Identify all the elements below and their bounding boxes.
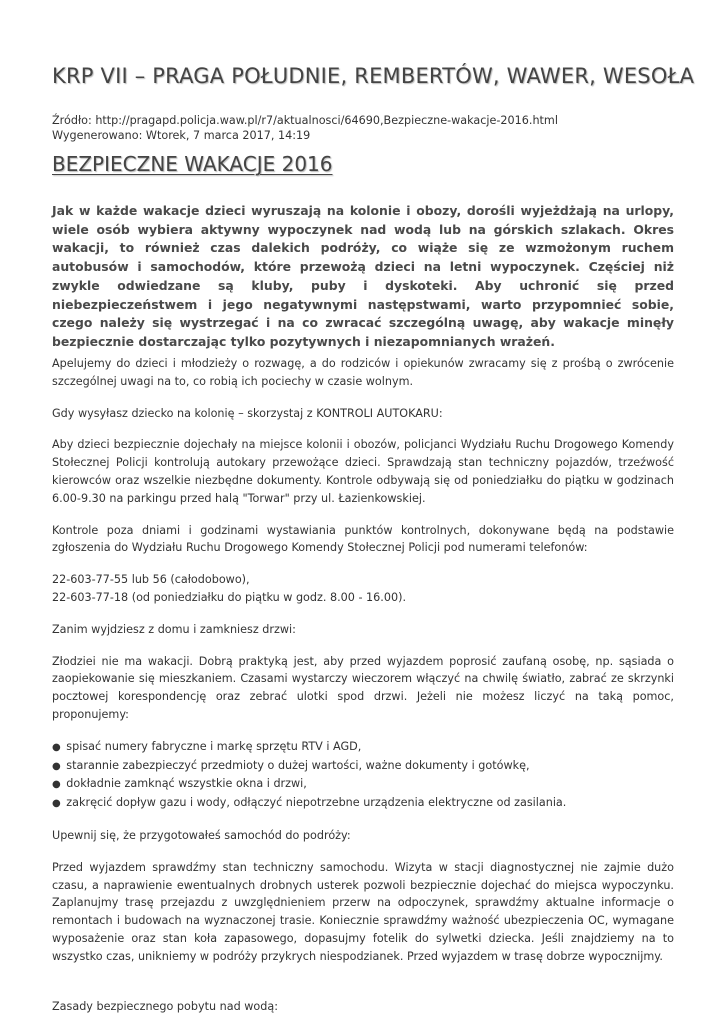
paragraph-car-check: Przed wyjazdem sprawdźmy stan techniczny samochodu. Wizyta w stacji diagnostycznej nie zajmie dużo czasu, a naprawienie ewentualnych drobnych usterek pozwoli bezpiecznie dojechać do miejsca wypoczynku. Zaplanujmy trasę przejazdu z uwzględnieniem przerw na odpoczynek, sprawdźmy aktualne informacje o remontach i budowach na wyznaczonej trasie. Koniecznie sprawdźmy ważność ubezpieczenia OC, wymagane wyposażenie oraz stan koła zapasowego, dopasujmy fotelik do sylwetki dziecka. Jeśli znajdziemy na to wszystko czas, unikniemy w podróży przykrych niespodzianek. Przed wyjazdem w trasę dobrze wypocznijmy. — [52, 860, 674, 963]
paragraph-appeal: Apelujemy do dzieci i młodzieży o rozwagę, a do rodziców i opiekunów zwracamy się z prośbą o zwrócenie szczególnej uwagi na to, co robią ich pociechy w czasie wolnym. — [52, 357, 674, 388]
bullet-icon: ● — [52, 779, 61, 791]
article-title: BEZPIECZNE WAKACJE 2016 — [52, 152, 333, 176]
list-item: ● zakręcić dopływ gazu i wody, odłączyć niepotrzebne urządzenia elektryczne od zasilania. — [52, 796, 567, 810]
paragraph-water-heading: Zasady bezpiecznego pobytu nad wodą: — [52, 999, 278, 1013]
paragraph-before-leaving: Zanim wyjdziesz z domu i zamkniesz drzwi: — [52, 622, 296, 636]
source-line: Źródło: http://pragapd.policja.waw.pl/r7/aktualnosci/64690,Bezpieczne-wakacje-2016.html — [52, 114, 558, 127]
paragraph-bus-check-heading: Gdy wysyłasz dziecko na kolonię – skorzystaj z KONTROLI AUTOKARU: — [52, 406, 443, 420]
article-body — [52, 355, 674, 1029]
list-item: ● dokładnie zamknąć wszystkie okna i drzwi, — [52, 777, 307, 791]
phone-numbers — [52, 571, 674, 607]
paragraph-car-heading: Upewnij się, że przygotowałeś samochód do podróży: — [52, 828, 351, 842]
list-item: ● starannie zabezpieczyć przedmioty o dużej wartości, ważne dokumenty i gotówkę, — [52, 758, 530, 772]
bullet-icon: ● — [52, 760, 61, 772]
home-safety-list — [52, 738, 674, 813]
article-lead: Jak w każde wakacje dzieci wyruszają na kolonie i obozy, dorośli wyjeżdżają na urlopy, wiele osób wybiera aktywny wypoczynek nad wodą lub na górskich szlakach. Okres wakacji, to również czas dalekich podróży, co wiąże się ze wzmożonym ruchem autobusów i samochodów, które przewożą dzieci na letni wypoczynek. Częściej niż zwykle odwiedzane są kluby, puby i dyskoteki. Aby uchronić się przed niebezpieczeństwem i jego negatywnymi następstwami, warto przypomnieć sobie, czego należy się wystrzegać i na co zwracać szczególną uwagę, aby wakacje minęły bezpiecznie dostarczając tylko pozytywnych i niezapomnianych wrażeń. — [52, 203, 674, 349]
phone-line-1: 22-603-77-55 lub 56 (całodobowo), — [52, 573, 250, 587]
list-item: ● spisać numery fabryczne i markę sprzętu RTV i AGD, — [52, 739, 362, 753]
paragraph-home-safety: Złodziei nie ma wakacji. Dobrą praktyką jest, aby przed wyjazdem poprosić zaufaną osobę, np. sąsiada o zaopiekowanie się mieszkaniem. Czasami wystarczy wieczorem włączyć na chwilę światło, zabrać ze skrzynki pocztowej korespondencję oraz zebrać ulotki spod drzwi. Jeżeli nie możesz liczyć na taką pomoc, proponujemy: — [52, 654, 674, 721]
paragraph-contact: Kontrole poza dniami i godzinami wystawiania punktów kontrolnych, dokonywane będą na podstawie zgłoszenia do Wydziału Ruchu Drogowego Komendy Stołecznej Policji pod numerami telefonów: — [52, 523, 674, 555]
bullet-icon: ● — [52, 741, 61, 753]
document-meta — [52, 113, 558, 143]
phone-line-2: 22-603-77-18 (od poniedziałku do piątku w godz. 8.00 - 16.00). — [52, 590, 407, 604]
site-title: KRP VII – PRAGA POŁUDNIE, REMBERTÓW, WAWER, WESOŁA — [52, 64, 695, 88]
paragraph-bus-check: Aby dzieci bezpiecznie dojechały na miejsce kolonii i obozów, policjanci Wydziału Ruchu Drogowego Komendy Stołecznej Policji kontrolują autokary przewożące dzieci. Sprawdzają stan techniczny pojazdów, trzeźwość kierowców oraz wszelkie niezbędne dokumenty. Kontrole odbywają się od poniedziałku do piątku w godzinach 6.00-9.30 na parkingu przed halą "Torwar" przy ul. Łazienkowskiej. — [52, 438, 674, 505]
spacer — [52, 980, 674, 998]
generated-line: Wygenerowano: Wtorek, 7 marca 2017, 14:19 — [52, 129, 311, 142]
bullet-icon: ● — [52, 798, 61, 810]
